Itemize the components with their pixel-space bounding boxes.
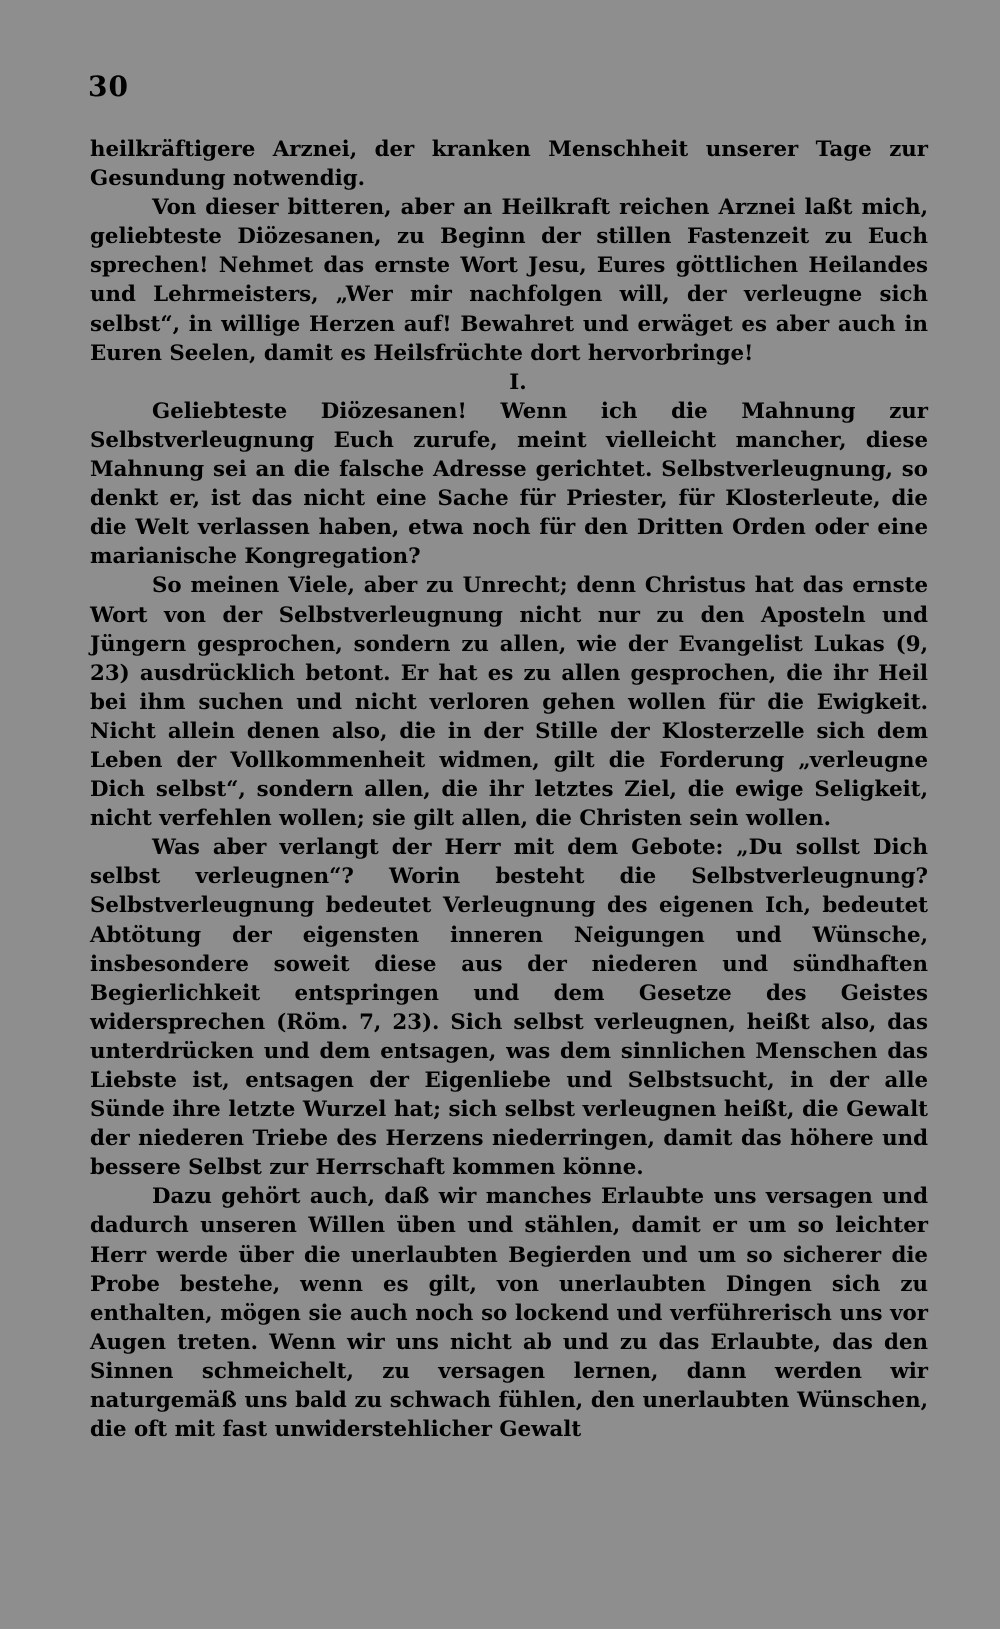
section-heading: I.: [509, 369, 527, 395]
page-number: 30: [88, 70, 129, 103]
paragraph-continuation: heilkräftigere Arznei, der kranken Menschheit unserer Tage zur Gesundung notwendig.: [90, 137, 928, 192]
body-text: [90, 135, 928, 1444]
paragraph-introduction: Von dieser bitteren, aber an Heilkraft reichen Arznei laßt mich, geliebteste Diözesanen, zu Beginn der stillen Fastenzeit zu Euch sprechen! Nehmet das ernste Wort Jesu, Eures göttlichen Heilandes und Lehrmeisters, „Wer mir nachfolgen will, der verleugne sich selbst“, in willige Herzen auf! Bewahret und erwäget es aber auch in Euren Seelen, damit es Heilsfrüchte dort hervorbringe!: [90, 195, 928, 366]
paragraph-definition: Was aber verlangt der Herr mit dem Gebote: „Du sollst Dich selbst verleugnen“? Worin besteht die Selbstverleugnung? Selbstverleugnung bedeutet Verleugnung des eigenen Ich, bedeutet Abtötung der eigensten inneren Neigungen und Wünsche, insbesondere soweit diese aus der niederen und sündhaften Begierlichkeit entspringen und dem Gesetze des Geistes widersprechen (Röm. 7, 23). Sich selbst verleugnen, heißt also, das unterdrücken und dem entsagen, was dem sinnlichen Menschen das Liebste ist, entsagen der Eigenliebe und Selbstsucht, in der alle Sünde ihre letzte Wurzel hat; sich selbst verleugnen heißt, die Gewalt der niederen Triebe des Herzens niederringen, damit das höhere und bessere Selbst zur Herrschaft kommen könne.: [90, 835, 928, 1181]
paragraph-permitted-things: Dazu gehört auch, daß wir manches Erlaubte uns versagen und dadurch unseren Willen üben und stählen, damit er um so leichter Herr werde über die unerlaubten Begierden und um so sicherer die Probe bestehe, wenn es gilt, von unerlaubten Dingen sich zu enthalten, mögen sie auch noch so lockend und verführerisch uns vor Augen treten. Wenn wir uns nicht ab und zu das Erlaubte, das den Sinnen schmeichelt, zu versagen lernen, dann werden wir naturgemäß uns bald zu schwach fühlen, den unerlaubten Wünschen, die oft mit fast unwiderstehlicher Gewalt: [90, 1184, 928, 1443]
paragraph-christ-word: So meinen Viele, aber zu Unrecht; denn Christus hat das ernste Wort von der Selbstverleugnung nicht nur zu den Aposteln und Jüngern gesprochen, sondern zu allen, wie der Evangelist Lukas (9, 23) ausdrücklich betont. Er hat es zu allen gesprochen, die ihr Heil bei ihm suchen und nicht verloren gehen wollen für die Ewigkeit. Nicht allein denen also, die in der Stille der Klosterzelle sich dem Leben der Vollkommenheit widmen, gilt die Forderung „verleugne Dich selbst“, sondern allen, die ihr letztes Ziel, die ewige Seligkeit, nicht verfehlen wollen; sie gilt allen, die Christen sein wollen.: [90, 573, 928, 832]
paragraph-address: Geliebteste Diözesanen! Wenn ich die Mahnung zur Selbstverleugnung Euch zurufe, meint vielleicht mancher, diese Mahnung sei an die falsche Adresse gerichtet. Selbstverleugnung, so denkt er, ist das nicht eine Sache für Priester, für Klosterleute, die die Welt verlassen haben, etwa noch für den Dritten Orden oder eine marianische Kongregation?: [90, 398, 928, 570]
